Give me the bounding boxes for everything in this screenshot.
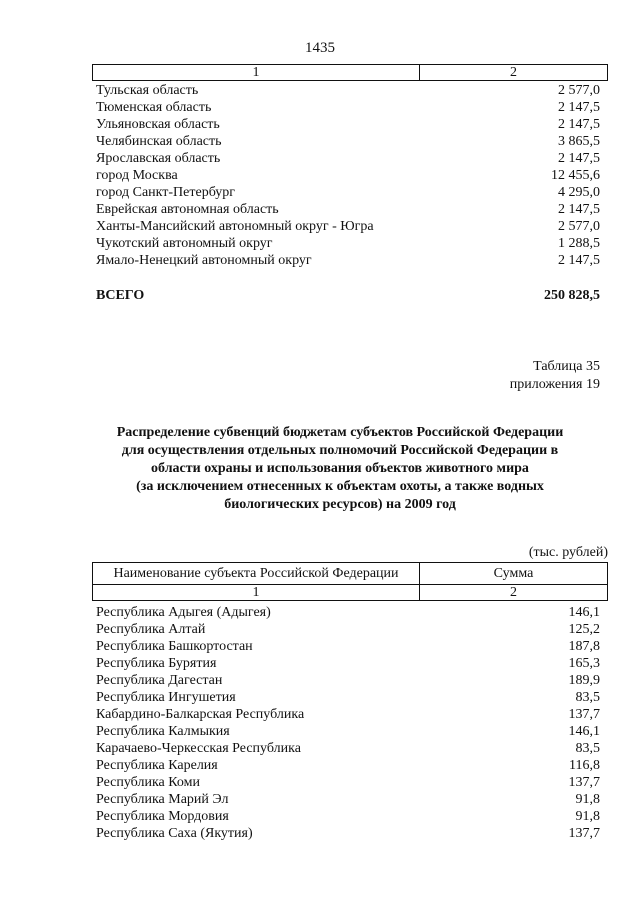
region-amount: 2 577,0 bbox=[558, 219, 600, 234]
subject-amount: 146,1 bbox=[568, 724, 600, 739]
table-row bbox=[96, 689, 600, 706]
region-amount: 2 147,5 bbox=[558, 100, 600, 115]
region-name: Тульская область bbox=[96, 83, 199, 98]
title-line: Распределение субвенций бюджетам субъектов Российской Федерации bbox=[116, 425, 564, 440]
subject-name: Республика Башкортостан bbox=[96, 639, 253, 654]
bottom-table-col2-number: 2 bbox=[510, 585, 517, 600]
subject-amount: 187,8 bbox=[568, 639, 600, 654]
table-row bbox=[96, 791, 600, 808]
region-name: город Москва bbox=[96, 168, 178, 183]
bottom-table-header bbox=[92, 562, 608, 585]
subject-name: Республика Коми bbox=[96, 775, 200, 790]
region-name: Ханты-Мансийский автономный округ - Югра bbox=[96, 219, 374, 234]
subject-name: Республика Мордовия bbox=[96, 809, 229, 824]
table-row bbox=[96, 672, 600, 689]
region-name: Ульяновская область bbox=[96, 117, 220, 132]
subject-amount: 189,9 bbox=[568, 673, 600, 688]
title-line: для осуществления отдельных полномочий Российской Федерации в bbox=[121, 443, 559, 458]
title-line: биологических ресурсов) на 2009 год bbox=[224, 497, 456, 512]
region-amount: 4 295,0 bbox=[558, 185, 600, 200]
subject-name: Республика Марий Эл bbox=[96, 792, 229, 807]
table-row bbox=[96, 150, 600, 167]
subject-amount: 146,1 bbox=[568, 605, 600, 620]
region-amount: 1 288,5 bbox=[558, 236, 600, 251]
subject-amount: 91,8 bbox=[575, 792, 600, 807]
amount-column-header: Сумма bbox=[493, 566, 534, 581]
table-reference bbox=[510, 358, 600, 394]
subject-name: Республика Бурятия bbox=[96, 656, 217, 671]
table-row bbox=[96, 604, 600, 621]
region-amount: 2 577,0 bbox=[558, 83, 600, 98]
table-row bbox=[96, 167, 600, 184]
table-row bbox=[96, 706, 600, 723]
subject-amount: 137,7 bbox=[568, 775, 600, 790]
table-row bbox=[96, 218, 600, 235]
subject-amount: 137,7 bbox=[568, 707, 600, 722]
subject-amount: 137,7 bbox=[568, 826, 600, 841]
table-row bbox=[96, 133, 600, 150]
subject-amount: 83,5 bbox=[575, 690, 600, 705]
table-row bbox=[96, 252, 600, 269]
subject-amount: 165,3 bbox=[568, 656, 600, 671]
table-row bbox=[96, 638, 600, 655]
bottom-table-col1-number: 1 bbox=[93, 585, 420, 600]
table-row bbox=[96, 774, 600, 791]
region-name: Тюменская область bbox=[96, 100, 212, 115]
region-name: Ямало-Ненецкий автономный округ bbox=[96, 253, 312, 268]
region-amount: 2 147,5 bbox=[558, 151, 600, 166]
subject-amount: 91,8 bbox=[575, 809, 600, 824]
table-row bbox=[96, 740, 600, 757]
subject-column-header: Наименование субъекта Российской Федерации bbox=[93, 563, 420, 584]
title-line: области охраны и использования объектов животного мира bbox=[151, 461, 529, 476]
total-value: 250 828,5 bbox=[544, 288, 600, 303]
subject-name: Республика Дагестан bbox=[96, 673, 223, 688]
region-name: Ярославская область bbox=[96, 151, 221, 166]
table-row bbox=[96, 235, 600, 252]
subject-name: Республика Ингушетия bbox=[96, 690, 236, 705]
subject-name: Республика Карелия bbox=[96, 758, 218, 773]
table-row bbox=[96, 201, 600, 218]
region-name: Еврейская автономная область bbox=[96, 202, 279, 217]
top-table-col1-header: 1 bbox=[93, 65, 420, 80]
total-row bbox=[96, 288, 600, 304]
appendix-number: приложения 19 bbox=[509, 377, 600, 392]
subject-name: Карачаево-Черкесская Республика bbox=[96, 741, 301, 756]
table-row bbox=[96, 757, 600, 774]
region-amount: 2 147,5 bbox=[558, 253, 600, 268]
table-row bbox=[96, 621, 600, 638]
subject-amount: 116,8 bbox=[569, 758, 600, 773]
table-row bbox=[96, 723, 600, 740]
unit-label: (тыс. рублей) bbox=[528, 545, 608, 560]
subject-name: Кабардино-Балкарская Республика bbox=[96, 707, 305, 722]
table-row bbox=[96, 116, 600, 133]
table-number: Таблица 35 bbox=[533, 359, 600, 374]
subject-name: Республика Калмыкия bbox=[96, 724, 230, 739]
table-row bbox=[96, 808, 600, 825]
subject-name: Республика Алтай bbox=[96, 622, 206, 637]
title-line: (за исключением отнесенных к объектам охоты, а также водных bbox=[136, 479, 544, 494]
top-table-body bbox=[96, 82, 600, 269]
table-title bbox=[80, 424, 600, 514]
page-number: 1435 bbox=[305, 40, 335, 56]
top-table-col2-header: 2 bbox=[510, 65, 517, 80]
bottom-table-body bbox=[96, 604, 600, 842]
table-row bbox=[96, 825, 600, 842]
subject-name: Республика Адыгея (Адыгея) bbox=[96, 605, 271, 620]
subject-amount: 125,2 bbox=[568, 622, 600, 637]
region-name: Чукотский автономный округ bbox=[96, 236, 273, 251]
total-label: ВСЕГО bbox=[96, 288, 145, 303]
region-amount: 2 147,5 bbox=[558, 117, 600, 132]
region-amount: 12 455,6 bbox=[551, 168, 600, 183]
top-table-header bbox=[92, 64, 608, 81]
subject-name: Республика Саха (Якутия) bbox=[96, 826, 253, 841]
table-row bbox=[96, 184, 600, 201]
subject-amount: 83,5 bbox=[575, 741, 600, 756]
region-amount: 2 147,5 bbox=[558, 202, 600, 217]
region-amount: 3 865,5 bbox=[558, 134, 600, 149]
region-name: Челябинская область bbox=[96, 134, 222, 149]
table-row bbox=[96, 82, 600, 99]
table-row bbox=[96, 99, 600, 116]
table-row bbox=[96, 655, 600, 672]
region-name: город Санкт-Петербург bbox=[96, 185, 236, 200]
bottom-table-number-row bbox=[92, 584, 608, 601]
